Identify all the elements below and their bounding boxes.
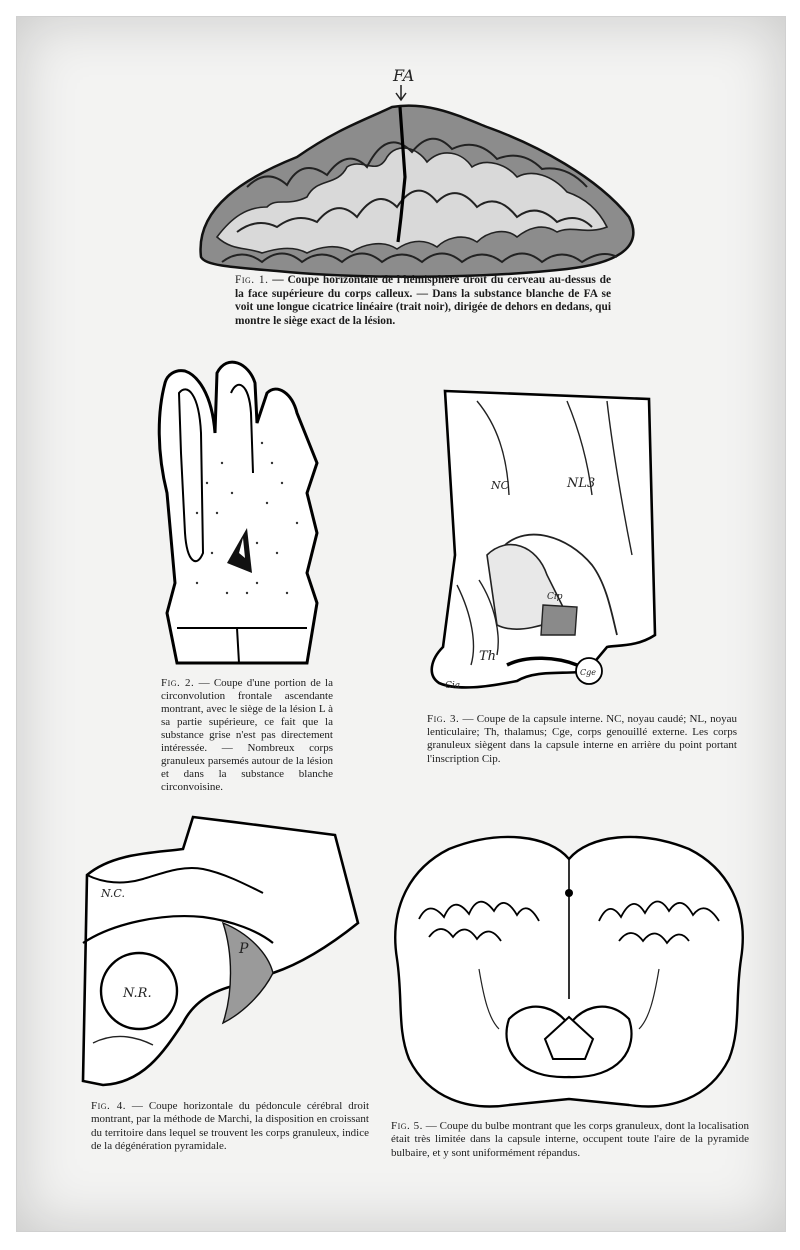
figure-1-caption <box>235 274 611 328</box>
fig5-caption-text: — Coupe du bulbe montrant que les corps granuleux, dont la localisation était très limitée dans la capsule interne, occupent toute l'aire de la pyramide bulbaire, et y sont uniformément répandus. <box>391 1120 749 1159</box>
fig2-caption-text: — Coupe d'une portion de la circonvolution frontale ascendante montrant, avec le siège de la lésion L à sa partie supérieure, ce fait que la substance grise n'est pas directement intéressée. — Nombreux corps granuleux parsemés autour de la lésion et dans la substance blanche circonvoisine. <box>161 677 333 793</box>
book-page <box>16 16 786 1232</box>
fig4-label-p: P <box>239 941 249 957</box>
figure-1-hemisphere-section <box>187 57 637 287</box>
figure-4-cerebral-peduncle <box>73 813 378 1103</box>
figure-3-internal-capsule <box>417 385 667 705</box>
fig4-label-nr: N.R. <box>123 986 152 1001</box>
figure-5-medulla-section <box>389 829 757 1115</box>
fig3-label-cip: Cip <box>547 592 563 602</box>
fig1-caption-text: — Coupe horizontale de l'hémisphère droit du cerveau au-dessus de la face supérieure du corps calleux. — Dans la substance blanche de FA se voit une longue cicatrice linéaire (trait noir), dirigée de dehors en dedans, qui montre le siège exact de la lésion. <box>235 274 612 327</box>
figure-2-caption <box>161 677 333 794</box>
figure-5-caption <box>391 1120 749 1160</box>
fig3-caption-lead: Fig. 3. <box>427 713 460 725</box>
fig1-caption-lead: Fig. 1. <box>235 274 269 286</box>
fig4-caption-text: — Coupe horizontale du pédoncule cérébral droit montrant, par la méthode de Marchi, la disposition en croissant du territoire dans lequel se trouvent les corps granuleux, indice de la dégénération pyramidale. <box>91 1100 370 1153</box>
fig3-label-nc: NC <box>491 479 510 492</box>
figure-2-frontal-convolution <box>157 353 347 683</box>
fig4-caption-lead: Fig. 4. <box>91 1100 126 1112</box>
figure-4-caption <box>91 1100 369 1154</box>
figure-3-caption <box>427 713 737 766</box>
fig5-caption-lead: Fig. 5. <box>391 1120 423 1132</box>
fig3-label-th: Th <box>479 649 497 664</box>
fig3-label-cge: Cge <box>580 668 596 677</box>
fig1-marker-label: FA <box>393 66 415 85</box>
fig2-caption-lead: Fig. 2. <box>161 677 195 689</box>
fig3-label-nl: NL3 <box>567 476 596 491</box>
fig4-label-nc: N.C. <box>101 887 125 900</box>
fig3-label-cia: Cia <box>445 681 461 691</box>
fig3-caption-text: — Coupe de la capsule interne. NC, noyau caudé; NL, noyau lenticulaire; Th, thalamus; Cge, corps genouillé externe. Les corps granuleux siègent dans la capsule interne en arrière du point portant l'inscription Cip. <box>427 713 738 765</box>
